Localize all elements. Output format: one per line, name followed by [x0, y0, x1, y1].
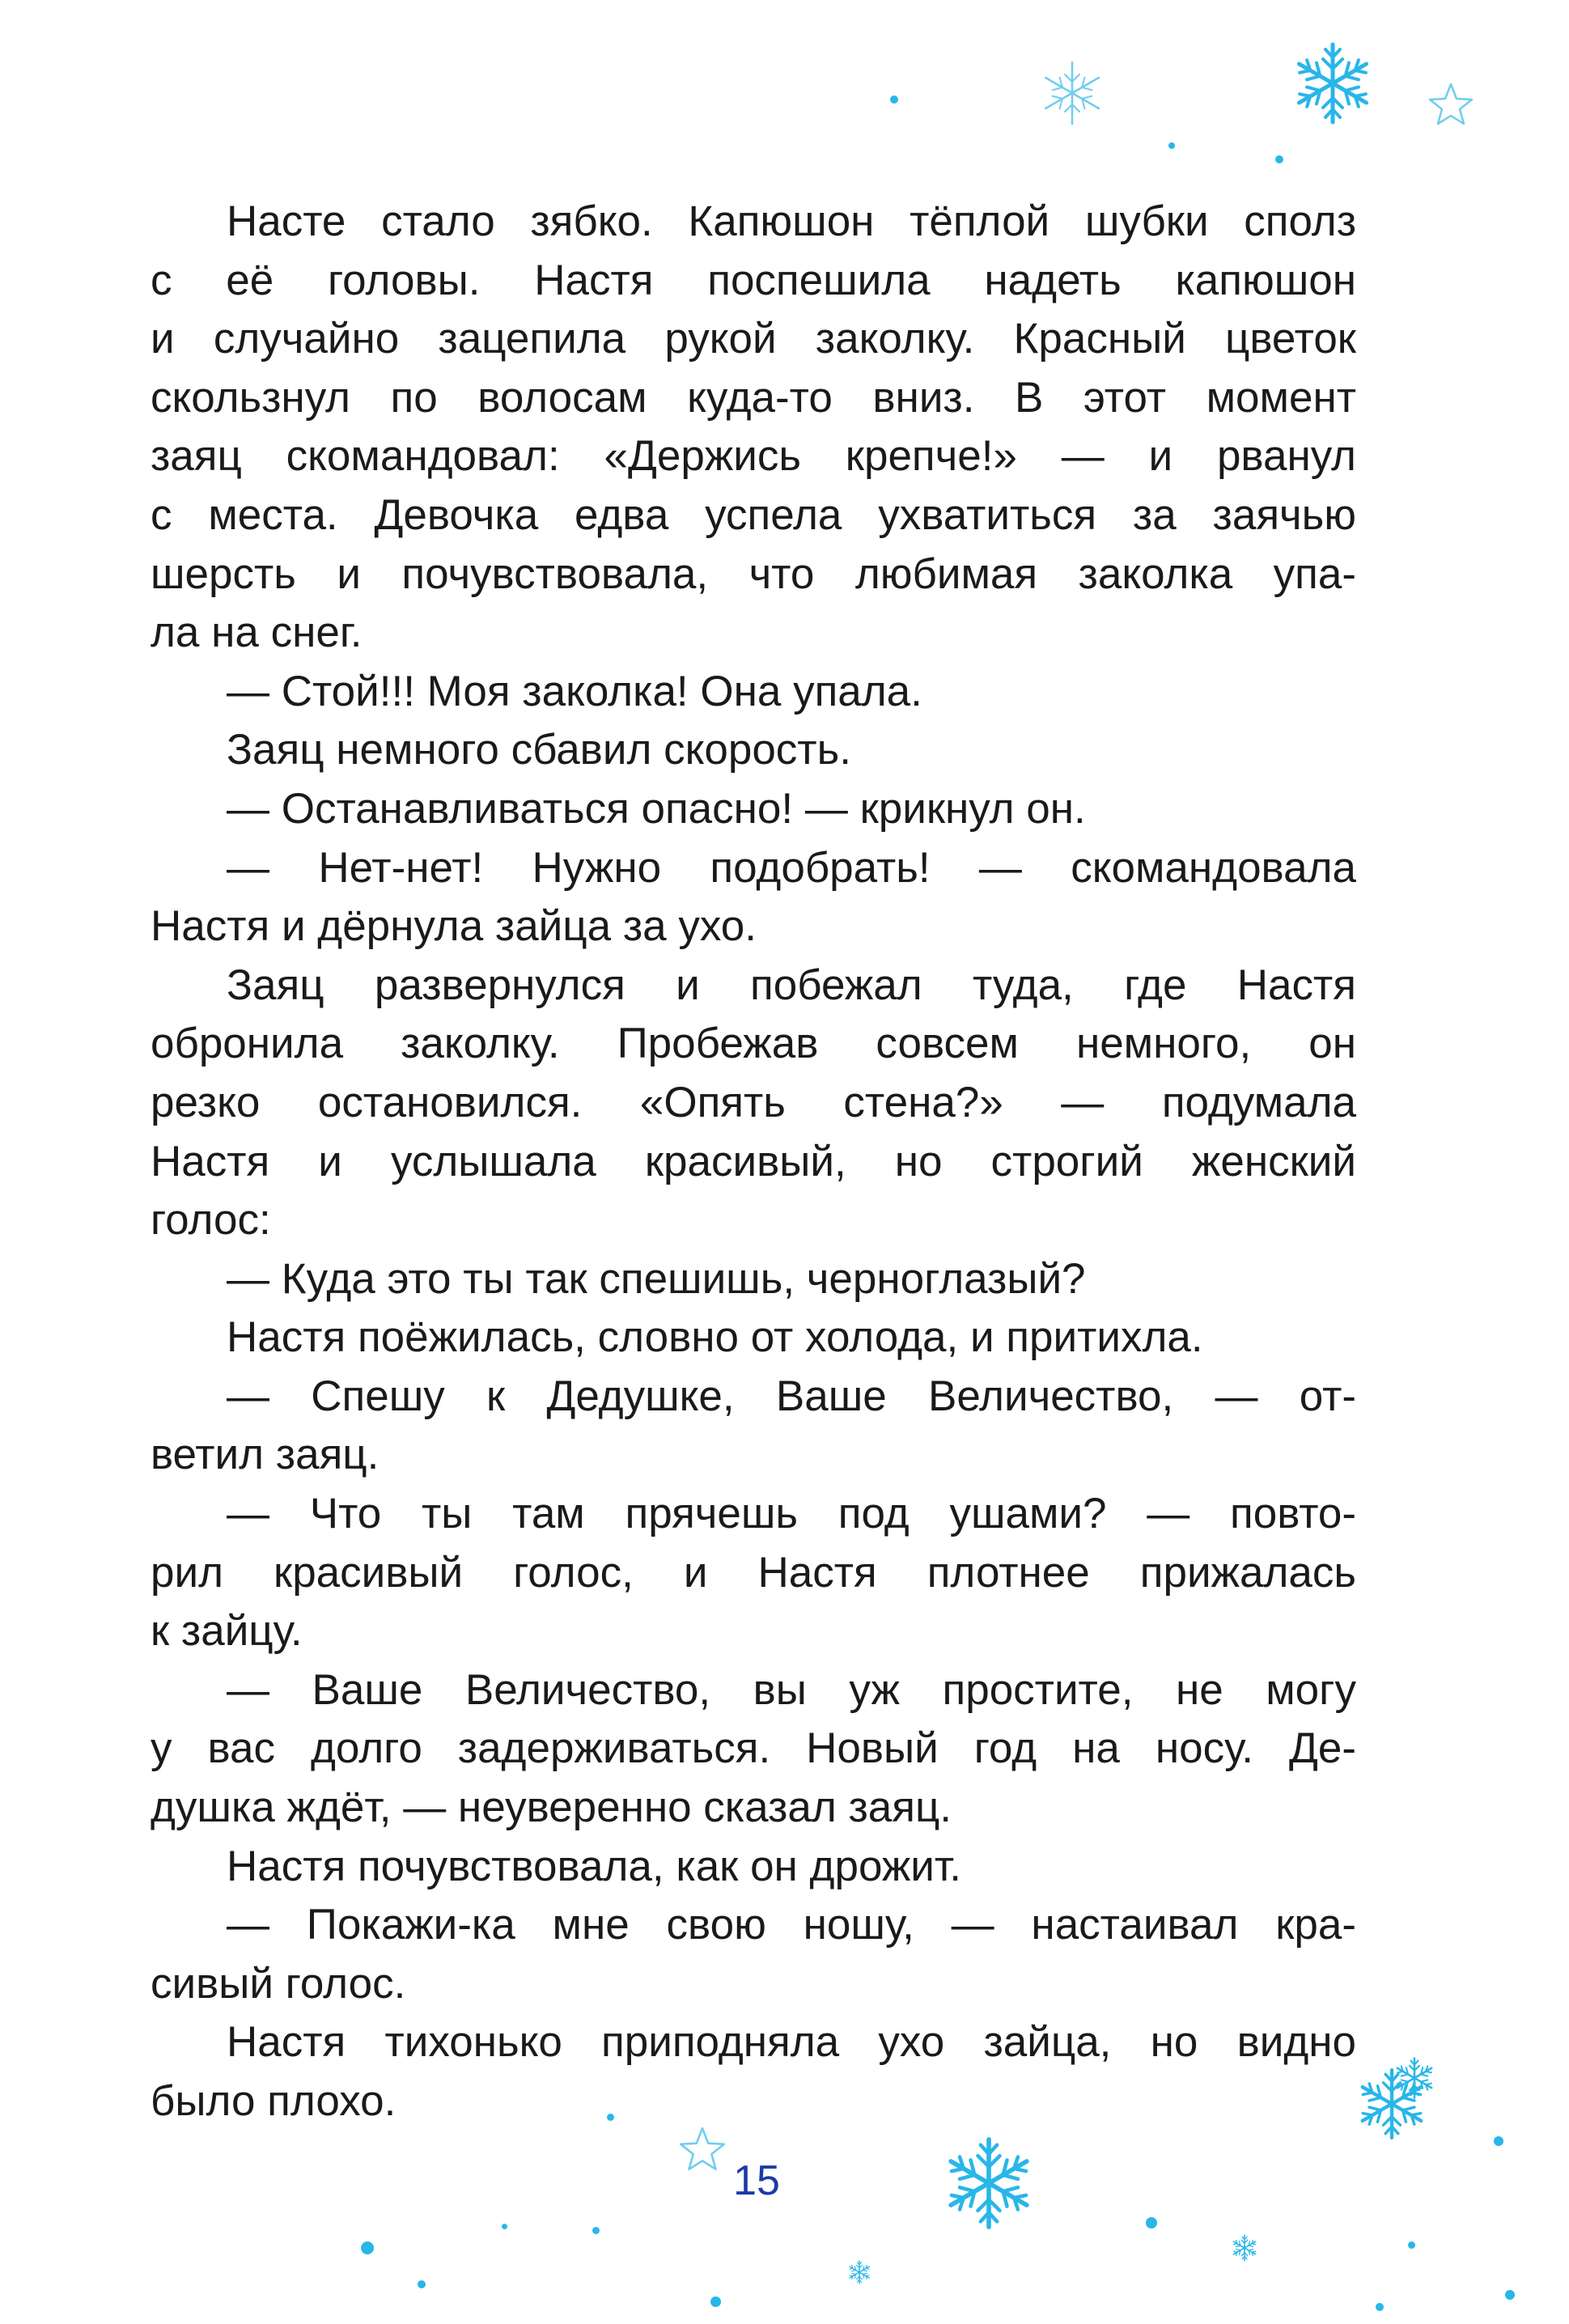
- paragraph: [151, 193, 1356, 663]
- text-line: — Стой!!! Моя заколка! Она упала.: [227, 667, 922, 715]
- snow-dot: [1168, 142, 1175, 149]
- text-line: Настя почувствовала, как он дрожит.: [227, 1842, 962, 1890]
- snowflake-icon: [1392, 2055, 1437, 2101]
- text-line: — Что ты там прячешь под ушами? — повто-: [227, 1490, 1356, 1538]
- text-line: с места. Девочка едва успела ухватиться за заячью: [151, 490, 1356, 539]
- text-line: Настя и дёрнула зайца за ухо.: [151, 902, 757, 951]
- text-line: — Нет-нет! Нужно подобрать! — скомандовала: [227, 843, 1356, 892]
- story-text: [151, 193, 1356, 2131]
- snow-dot: [1408, 2241, 1415, 2249]
- text-line: заяц скомандовал: «Держись крепче!» — и рванул: [151, 432, 1356, 481]
- paragraph: [151, 1368, 1356, 1485]
- text-line: — Куда это ты так спешишь, черноглазый?: [227, 1254, 1086, 1303]
- snow-dot: [890, 95, 898, 104]
- snow-dot: [1376, 2303, 1384, 2311]
- text-line: Настя поёжилась, словно от холода, и притихла.: [227, 1313, 1203, 1362]
- text-line: у вас долго задерживаться. Новый год на носу. Де-: [151, 1724, 1356, 1773]
- paragraph: [151, 2013, 1356, 2131]
- paragraph: [151, 663, 1356, 722]
- text-line: Заяц развернулся и побежал туда, где Настя: [227, 961, 1356, 1009]
- text-line: ветил заяц.: [151, 1431, 380, 1479]
- text-line: к зайцу.: [151, 1607, 303, 1656]
- paragraph: [151, 1661, 1356, 1838]
- snow-dot: [1494, 2136, 1503, 2146]
- paragraph: [151, 780, 1356, 839]
- text-line: Заяц немного сбавил скорость.: [227, 726, 851, 774]
- text-line: — Покажи-ка мне свою ношу, — настаивал кра-: [227, 1901, 1356, 1949]
- paragraph: [151, 1308, 1356, 1368]
- paragraph: [151, 1896, 1356, 2013]
- snowflake-icon: [1230, 2233, 1259, 2263]
- page-number: 15: [733, 2157, 780, 2204]
- text-line: — Останавливаться опасно! — крикнул он.: [227, 784, 1086, 833]
- snowflake-icon: [939, 2133, 1039, 2233]
- text-line: с её головы. Настя поспешила надеть капюшон: [151, 256, 1356, 304]
- star-outline-icon: [1426, 81, 1476, 131]
- text-line: голос:: [151, 1196, 271, 1245]
- text-line: душка ждёт, — неуверенно сказал заяц.: [151, 1783, 952, 1832]
- snow-dot: [592, 2227, 600, 2234]
- text-line: резко остановился. «Опять стена?» — подумала: [151, 1078, 1356, 1126]
- paragraph: [151, 721, 1356, 780]
- text-line: Насте стало зябко. Капюшон тёплой шубки сполз: [227, 197, 1356, 245]
- snow-dot: [1275, 155, 1283, 163]
- paragraph: [151, 1838, 1356, 1897]
- text-line: и случайно зацепила рукой заколку. Красный цветок: [151, 315, 1356, 363]
- paragraph: [151, 1250, 1356, 1309]
- text-line: сивый голос.: [151, 1959, 406, 2008]
- text-line: — Спешу к Дедушке, Ваше Величество, — от-: [227, 1372, 1356, 1420]
- snow-dot: [418, 2280, 426, 2288]
- text-line: Настя тихонько приподняла ухо зайца, но видно: [227, 2018, 1356, 2067]
- text-line: обронила заколку. Пробежав совсем немного, он: [151, 1020, 1356, 1068]
- snowflake-icon: [846, 2259, 872, 2285]
- text-line: рил красивый голос, и Настя плотнее прижалась: [151, 1548, 1356, 1597]
- snow-dot: [1505, 2290, 1515, 2300]
- text-line: ла на снег.: [151, 609, 363, 657]
- text-line: — Ваше Величество, вы уж простите, не могу: [227, 1665, 1356, 1714]
- snow-dot: [361, 2241, 374, 2254]
- text-line: Настя и услышала красивый, но строгий женский: [151, 1137, 1356, 1185]
- text-line: скользнул по волосам куда-то вниз. В этот момент: [151, 373, 1356, 422]
- star-outline-icon: [1037, 58, 1107, 128]
- text-line: было плохо.: [151, 2077, 396, 2125]
- paragraph: [151, 956, 1356, 1250]
- snow-dot: [710, 2296, 721, 2307]
- paragraph: [151, 839, 1356, 956]
- snow-dot: [1146, 2217, 1157, 2229]
- snow-dot: [502, 2224, 507, 2229]
- text-line: шерсть и почувствовала, что любимая заколка упа-: [151, 549, 1356, 598]
- paragraph: [151, 1485, 1356, 1661]
- snowflake-icon: [1288, 39, 1377, 128]
